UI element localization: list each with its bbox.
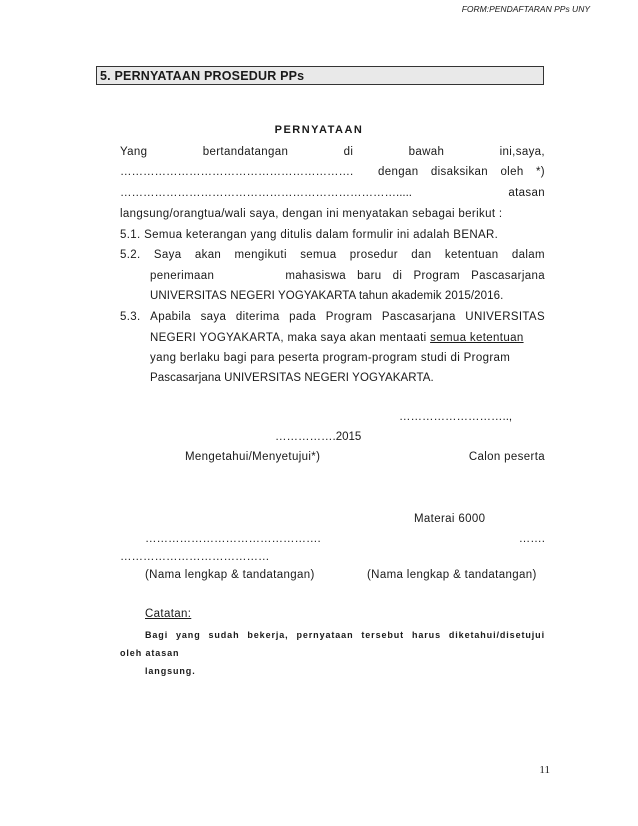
note-line-2: oleh atasan	[120, 648, 180, 658]
word: mengikuti	[234, 249, 287, 261]
form-header: FORM:PENDAFTARAN PPs UNY	[461, 4, 590, 14]
witness-dots: ……………………………………………………………….....	[120, 187, 412, 199]
page-number: 11	[539, 764, 550, 776]
materai-label: Materai 6000	[414, 513, 486, 525]
word: bekerja,	[247, 630, 289, 640]
word: mahasiswa	[285, 270, 347, 282]
word: penerimaan	[150, 270, 215, 282]
word: saya	[200, 311, 227, 323]
word: diketahui/disetujui	[448, 630, 545, 640]
word: Program	[413, 270, 460, 282]
right-signature-label: Calon peserta	[468, 451, 545, 463]
item-5-2-line-3: UNIVERSITAS NEGERI YOGYAKARTA tahun akademik 2015/2016.	[150, 290, 504, 302]
statement-title: PERNYATAAN	[274, 124, 364, 136]
left-signature-label: Mengetahui/Menyetujui*)	[185, 451, 321, 463]
word: harus	[411, 630, 441, 640]
word: semua	[300, 249, 337, 261]
section-title: 5. PERNYATAAN PROSEDUR PPs	[100, 69, 305, 83]
item-5-2-line-1	[120, 249, 545, 261]
underlined-text: semua ketentuan	[430, 332, 524, 344]
word: ini,saya,	[499, 146, 545, 158]
word: bertandatangan	[202, 146, 289, 158]
word: tersebut	[361, 630, 405, 640]
item-5-1: 5.1. Semua keterangan yang ditulis dalam formulir ini adalah BENAR.	[120, 229, 499, 241]
word: dan	[411, 249, 432, 261]
note-title: Catatan:	[145, 608, 192, 620]
word: oleh	[500, 166, 524, 178]
item-5-3-line-2	[150, 332, 524, 344]
word: Pascasarjana	[471, 270, 545, 282]
word: baru	[357, 270, 382, 282]
word: Pascasarjana	[381, 311, 456, 323]
left-signature-dots: ……………………………………….	[145, 533, 321, 545]
word: bawah	[408, 146, 445, 158]
word: di	[343, 146, 354, 158]
item-5-3-line-3: yang berlaku bagi para peserta program-program studi di Program	[150, 352, 511, 364]
word: *)	[535, 166, 545, 178]
item-5-3-line-1	[120, 311, 545, 323]
place-dots: ………………………..,	[399, 411, 513, 423]
text: NEGERI YOGYAKARTA, maka saya akan mentaati	[150, 332, 427, 344]
note-line-1	[145, 630, 545, 640]
word: 5.3.	[120, 311, 141, 323]
word: yang	[175, 630, 201, 640]
left-name-caption: (Nama lengkap & tandatangan)	[145, 569, 315, 581]
word: Apabila	[150, 311, 191, 323]
word: 5.2.	[120, 249, 141, 261]
word: Program	[325, 311, 373, 323]
right-name-caption: (Nama lengkap & tandatangan)	[367, 569, 537, 581]
date-line: …………….2015	[275, 431, 362, 443]
item-5-3-line-4: Pascasarjana UNIVERSITAS NEGERI YOGYAKARTA.	[150, 372, 434, 384]
statement-line-3-rest: atasan	[508, 187, 545, 199]
word: di	[392, 270, 403, 282]
section-title-box	[96, 66, 544, 85]
word: dengan	[378, 166, 419, 178]
statement-line-4: langsung/orangtua/wali saya, dengan ini menyatakan sebagai berikut :	[120, 208, 503, 220]
word: Bagi	[145, 630, 169, 640]
right-signature-dots-b: …………………………………	[120, 551, 270, 563]
right-signature-dots-a: …….	[518, 533, 545, 545]
word: diterima	[235, 311, 280, 323]
statement-line-2-rest	[378, 166, 545, 178]
item-5-2-line-2	[150, 270, 545, 282]
word: Saya	[153, 249, 182, 261]
word: pernyataan	[296, 630, 354, 640]
name-dots: …………………………………………………….	[120, 166, 354, 178]
word: pada	[289, 311, 317, 323]
word: sudah	[208, 630, 240, 640]
word: prosedur	[349, 249, 398, 261]
word: akan	[194, 249, 222, 261]
word: UNIVERSITAS	[465, 311, 545, 323]
word: Yang	[120, 146, 148, 158]
statement-line-1	[120, 146, 545, 158]
word: dalam	[511, 249, 545, 261]
word: disaksikan	[430, 166, 489, 178]
word: ketentuan	[444, 249, 499, 261]
note-line-3: langsung.	[145, 666, 196, 676]
